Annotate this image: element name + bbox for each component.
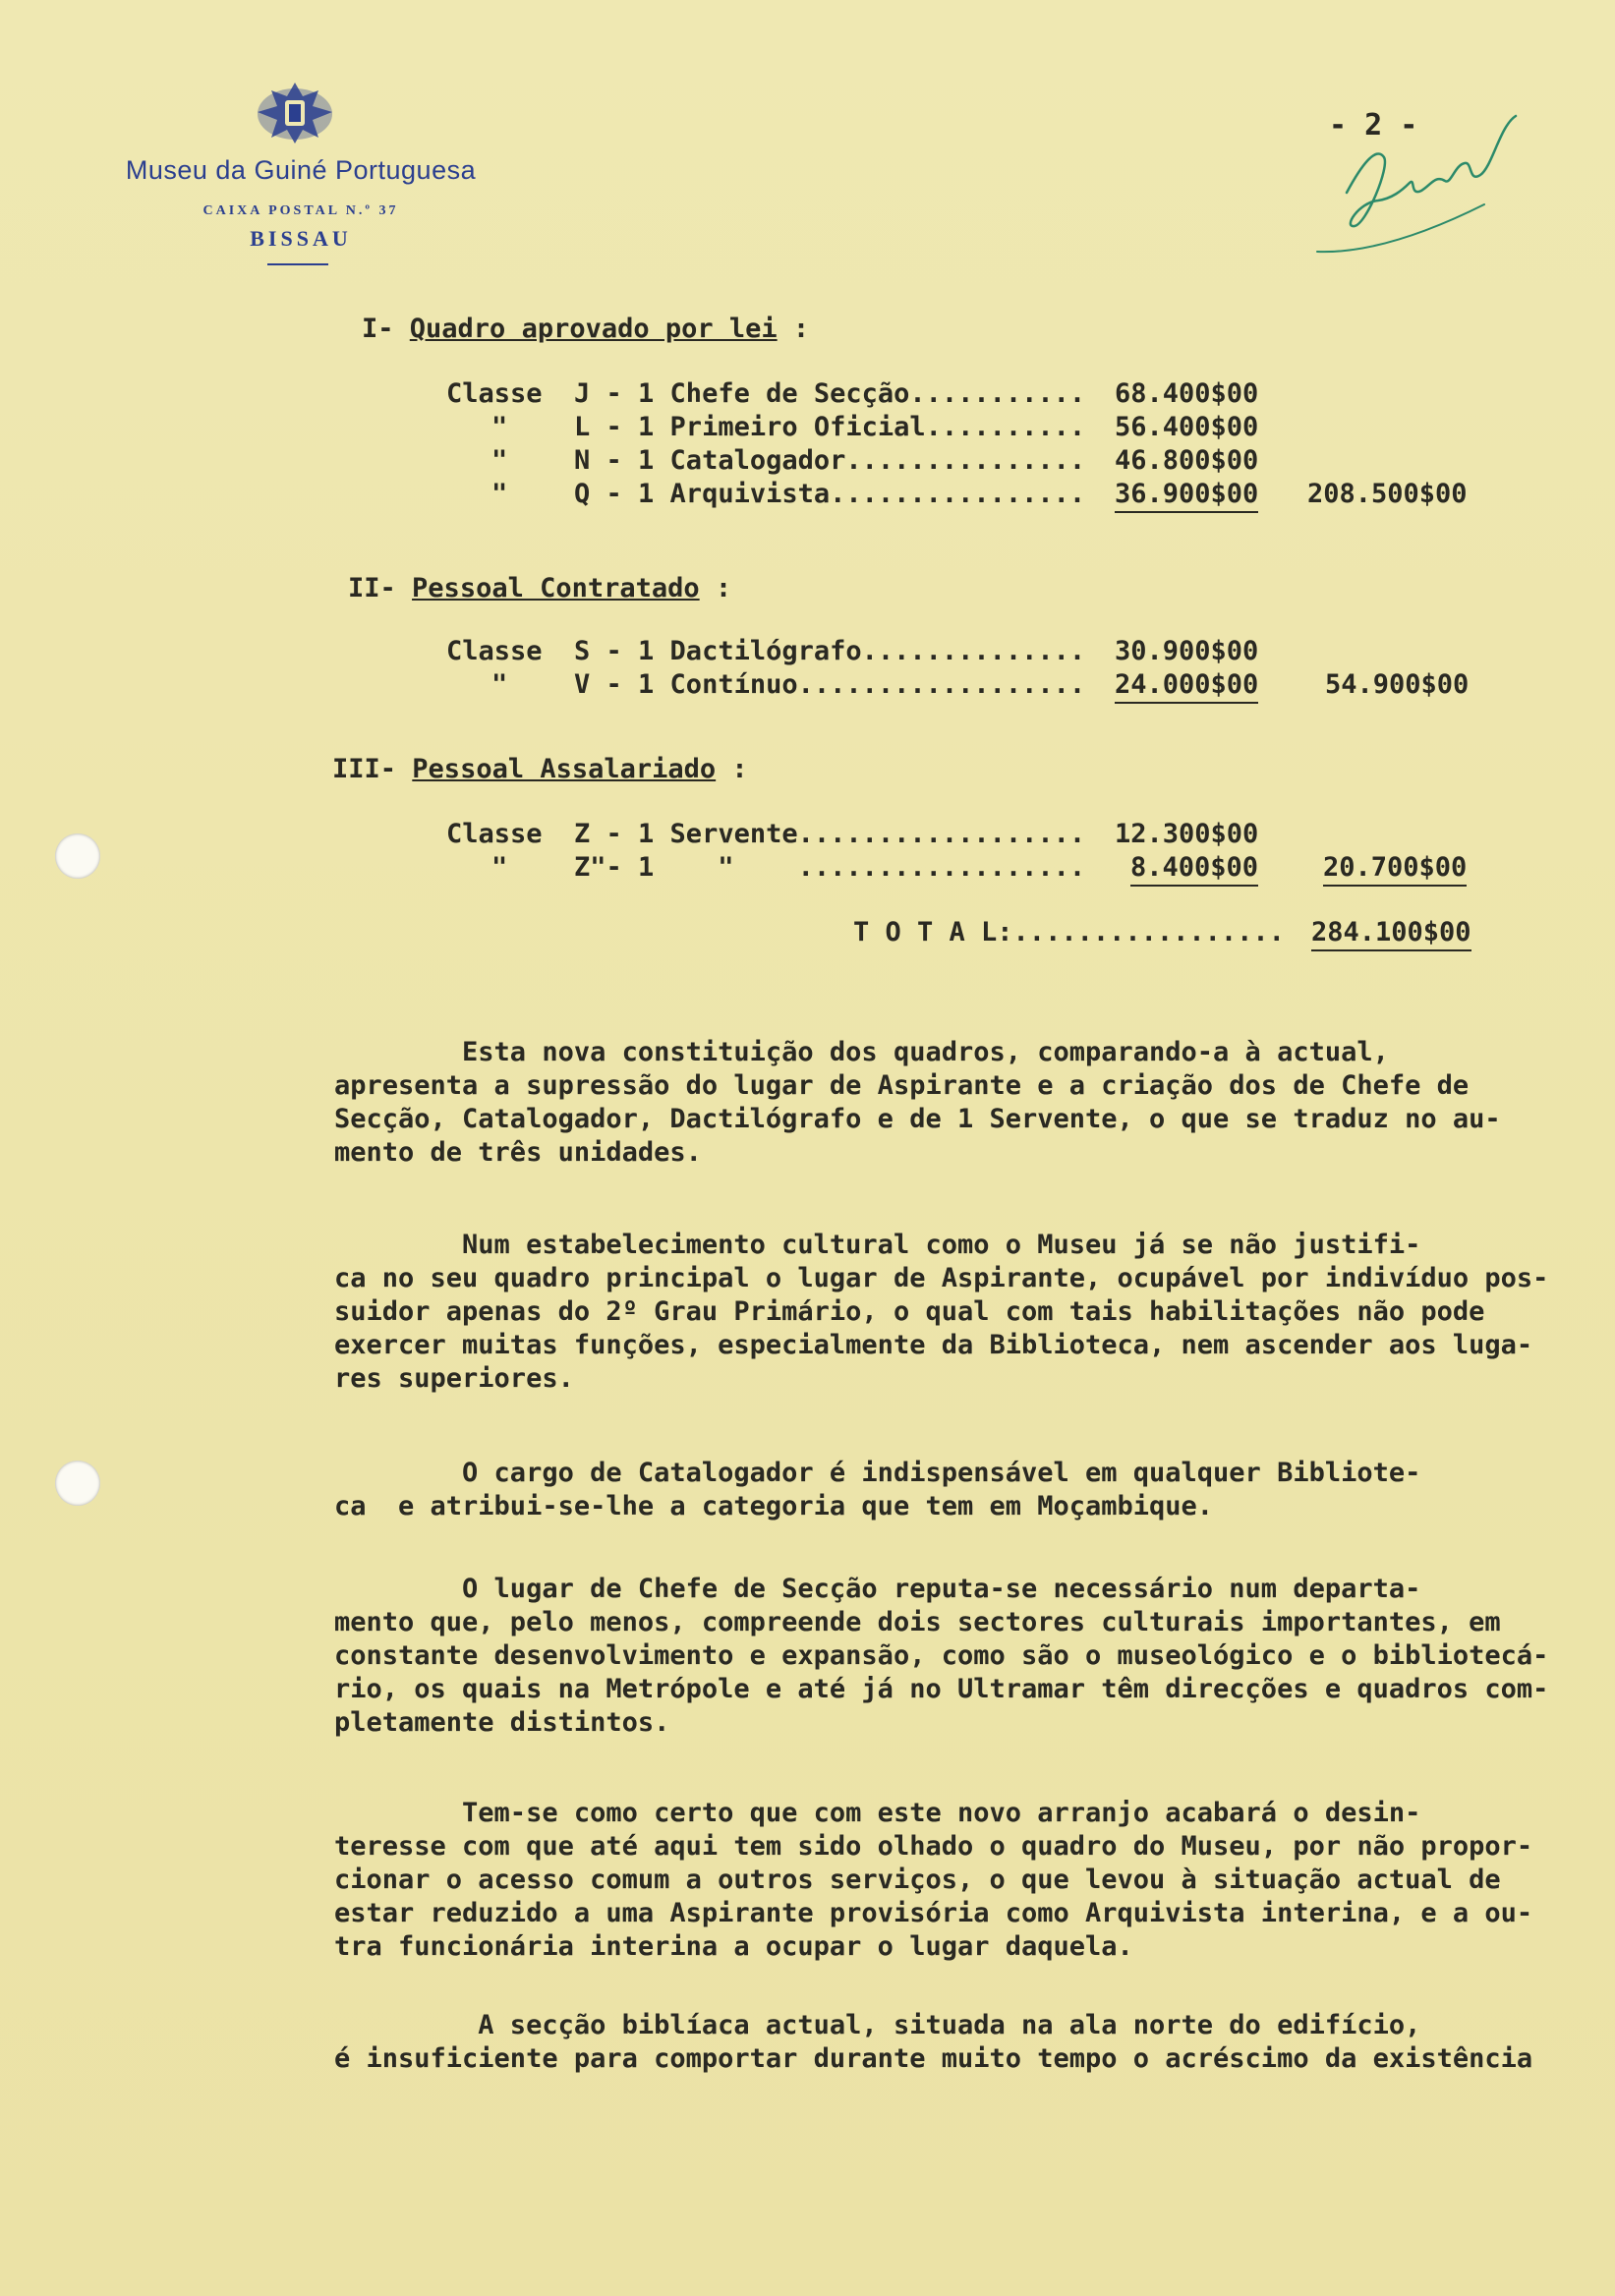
letterhead-city: BISSAU (250, 226, 352, 251)
table-row (446, 377, 543, 411)
table-row-class: J - 1 Chefe de Secção........... (574, 378, 1086, 409)
total-label: T O T A L:................. (853, 917, 1285, 947)
table-row: " (491, 479, 508, 509)
letterhead-postal-box: CAIXA POSTAL N.º 37 (202, 203, 399, 218)
table-row-amount: 68.400$00 (1115, 378, 1259, 409)
table-row-class: L - 1 Primeiro Oficial.......... (574, 412, 1086, 442)
punch-hole-bottom (55, 1461, 100, 1506)
section3-heading (332, 753, 748, 786)
section2-heading (348, 572, 731, 605)
section2-number: II- (348, 573, 396, 603)
letterhead-rule (267, 263, 328, 265)
section2-title: Pessoal Contratado (412, 573, 700, 603)
handwritten-signature (1307, 106, 1543, 263)
table-row-amount: 46.800$00 (1115, 445, 1259, 476)
section1-subtotal: 208.500$00 (1307, 479, 1468, 509)
paragraph-1: Esta nova constituição dos quadros, comparando-a à actual, apresenta a supressão do lugar de Aspirante e a criação dos de Chefe de Secção, Catalogador, Dactilógrafo e de 1 Servente, o que se traduz no au- mento de três unidades. (334, 1037, 1501, 1168)
table-row-class: Q - 1 Arquivista................ (574, 479, 1086, 509)
table-row-amount: 8.400$00 (1130, 851, 1258, 887)
section3-number: III- (332, 754, 397, 784)
page-number: - 2 - (1329, 108, 1418, 143)
table-row-amount: 12.300$00 (1115, 819, 1259, 849)
table-row-class: N - 1 Catalogador............... (574, 445, 1086, 476)
row-prefix: Classe (446, 378, 543, 409)
paragraph-4: O lugar de Chefe de Secção reputa-se necessário num departa- mento que, pelo menos, compreende dois sectores culturais importantes, em constante desenvolvimento e expansão, como são o museológico e o bibliotecá- rio, os quais na Metrópole e até já no Ultramar têm direcções e quadros com- pletamente distintos. (334, 1574, 1549, 1738)
table-row-class: S - 1 Dactilógrafo.............. (574, 636, 1086, 666)
table-row-amount: 30.900$00 (1115, 636, 1259, 666)
section2-colon: : (715, 573, 732, 603)
paragraph-5: Tem-se como certo que com este novo arranjo acabará o desin- teresse com que até aqui tem sido olhado o quadro do Museu, por não propor- cionar o acesso comum a outros serviços, o que levou à situação actual de estar reduzido a uma Aspirante provisória como Arquivista interina, e a ou- tra funcionária interina a ocupar o lugar daquela. (334, 1798, 1533, 1962)
letterhead-museum-name: Museu da Guiné Portuguesa (125, 155, 477, 185)
section2-subtotal: 54.900$00 (1325, 669, 1470, 700)
museum-crest-icon (248, 77, 342, 147)
table-row: Classe (446, 819, 543, 849)
table-row: " (491, 852, 508, 883)
section1-colon: : (792, 314, 810, 344)
punch-hole-top (55, 833, 100, 879)
table-row-class: Z"- 1 " .................. (574, 852, 1086, 883)
table-row: " (491, 669, 508, 700)
table-row-class: Z - 1 Servente.................. (574, 819, 1086, 849)
section1-heading (362, 313, 809, 346)
paragraph-2: Num estabelecimento cultural como o Museu já se não justifi- ca no seu quadro principal o lugar de Aspirante, ocupável por indivíduo pos- suidor apenas do 2º Grau Primário, o qual com tais habilitações não pode exercer muitas funções, especialmente da Biblioteca, nem ascender aos luga- res superiores. (334, 1230, 1549, 1394)
section3-colon: : (731, 754, 748, 784)
paragraph-6: A secção biblíaca actual, situada na ala norte do edifício, é insuficiente para comportar durante muito tempo o acréscimo da existência (334, 2010, 1533, 2074)
total-amount: 284.100$00 (1311, 916, 1471, 951)
paragraph-3: O cargo de Catalogador é indispensável em qualquer Bibliote- ca e atribui-se-lhe a categoria que tem em Moçambique. (334, 1458, 1421, 1521)
section1-title: Quadro aprovado por lei (409, 314, 778, 344)
table-row-amount: 24.000$00 (1115, 668, 1258, 704)
section3-title: Pessoal Assalariado (412, 754, 717, 784)
section3-subtotal: 20.700$00 (1323, 851, 1467, 887)
section1-number: I- (362, 314, 394, 344)
table-row-class: V - 1 Contínuo.................. (574, 669, 1086, 700)
table-row: " (491, 412, 508, 442)
table-row-amount: 36.900$00 (1115, 478, 1258, 513)
table-row: " (491, 445, 508, 476)
table-row: Classe (446, 636, 543, 666)
table-row-amount: 56.400$00 (1115, 412, 1259, 442)
